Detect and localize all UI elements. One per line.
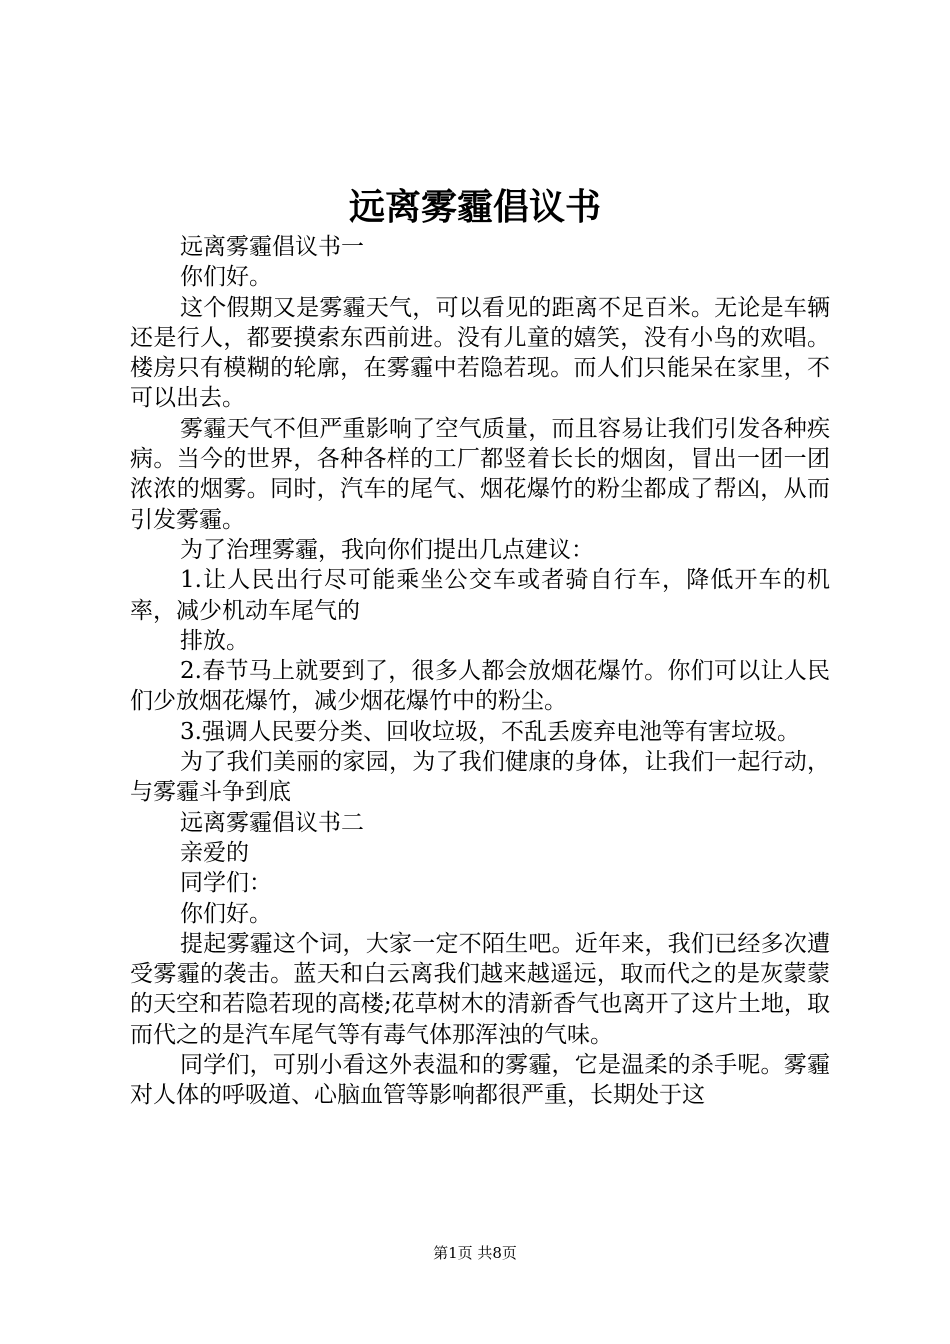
document-title: 远离雾霾倡议书 (348, 186, 601, 228)
list-item-continuation: 排放。 (180, 627, 249, 654)
paragraph: 为了我们美丽的家园，为了我们健康的身体，让我们一起行动，与雾霾斗争到底 (130, 749, 830, 806)
salutation: 同学们： (180, 870, 272, 897)
salutation: 亲爱的 (180, 839, 249, 866)
paragraph: 提起雾霾这个词，大家一定不陌生吧。近年来，我们已经多次遭受雾霾的袭击。蓝天和白云离我们越来越遥远，取而代之的是灰蒙蒙的天空和若隐若现的高楼;花草树木的清新香气也离开了这片土地，取而代之的是汽车尾气等有毒气体那浑浊的气味。 (130, 930, 830, 1048)
greeting: 你们好。 (180, 264, 272, 291)
list-item: 2.春节马上就要到了，很多人都会放烟花爆竹。你们可以让人民们少放烟花爆竹，减少烟花爆竹中的粉尘。 (130, 658, 830, 715)
paragraph: 雾霾天气不但严重影响了空气质量，而且容易让我们引发各种疾病。当今的世界，各种各样的工厂都竖着长长的烟囱，冒出一团一团浓浓的烟雾。同时，汽车的尾气、烟花爆竹的粉尘都成了帮凶，从而引发雾霾。 (130, 415, 830, 533)
greeting: 你们好。 (180, 900, 272, 927)
paragraph: 这个假期又是雾霾天气，可以看见的距离不足百米。无论是车辆还是行人，都要摸索东西前进。没有儿童的嬉笑，没有小鸟的欢唱。楼房只有模糊的轮廓，在雾霾中若隐若现。而人们只能呆在家里，不可以出去。 (130, 294, 830, 412)
document-body (130, 232, 830, 1111)
page-number: 第1页 共8页 (433, 1244, 517, 1262)
paragraph: 同学们，可别小看这外表温和的雾霾，它是温柔的杀手呢。雾霾对人体的呼吸道、心脑血管等影响都很严重，长期处于这 (130, 1052, 830, 1109)
paragraph: 为了治理雾霾，我向你们提出几点建议： (180, 536, 594, 563)
list-item: 3.强调人民要分类、回收垃圾，不乱丢废弃电池等有害垃圾。 (180, 718, 800, 745)
section-heading: 远离雾霾倡议书一 (180, 234, 364, 260)
list-item: 1.让人民出行尽可能乘坐公交车或者骑自行车，降低开车的机率，减少机动车尾气的 (130, 567, 830, 624)
section-heading: 远离雾霾倡议书二 (180, 809, 364, 836)
